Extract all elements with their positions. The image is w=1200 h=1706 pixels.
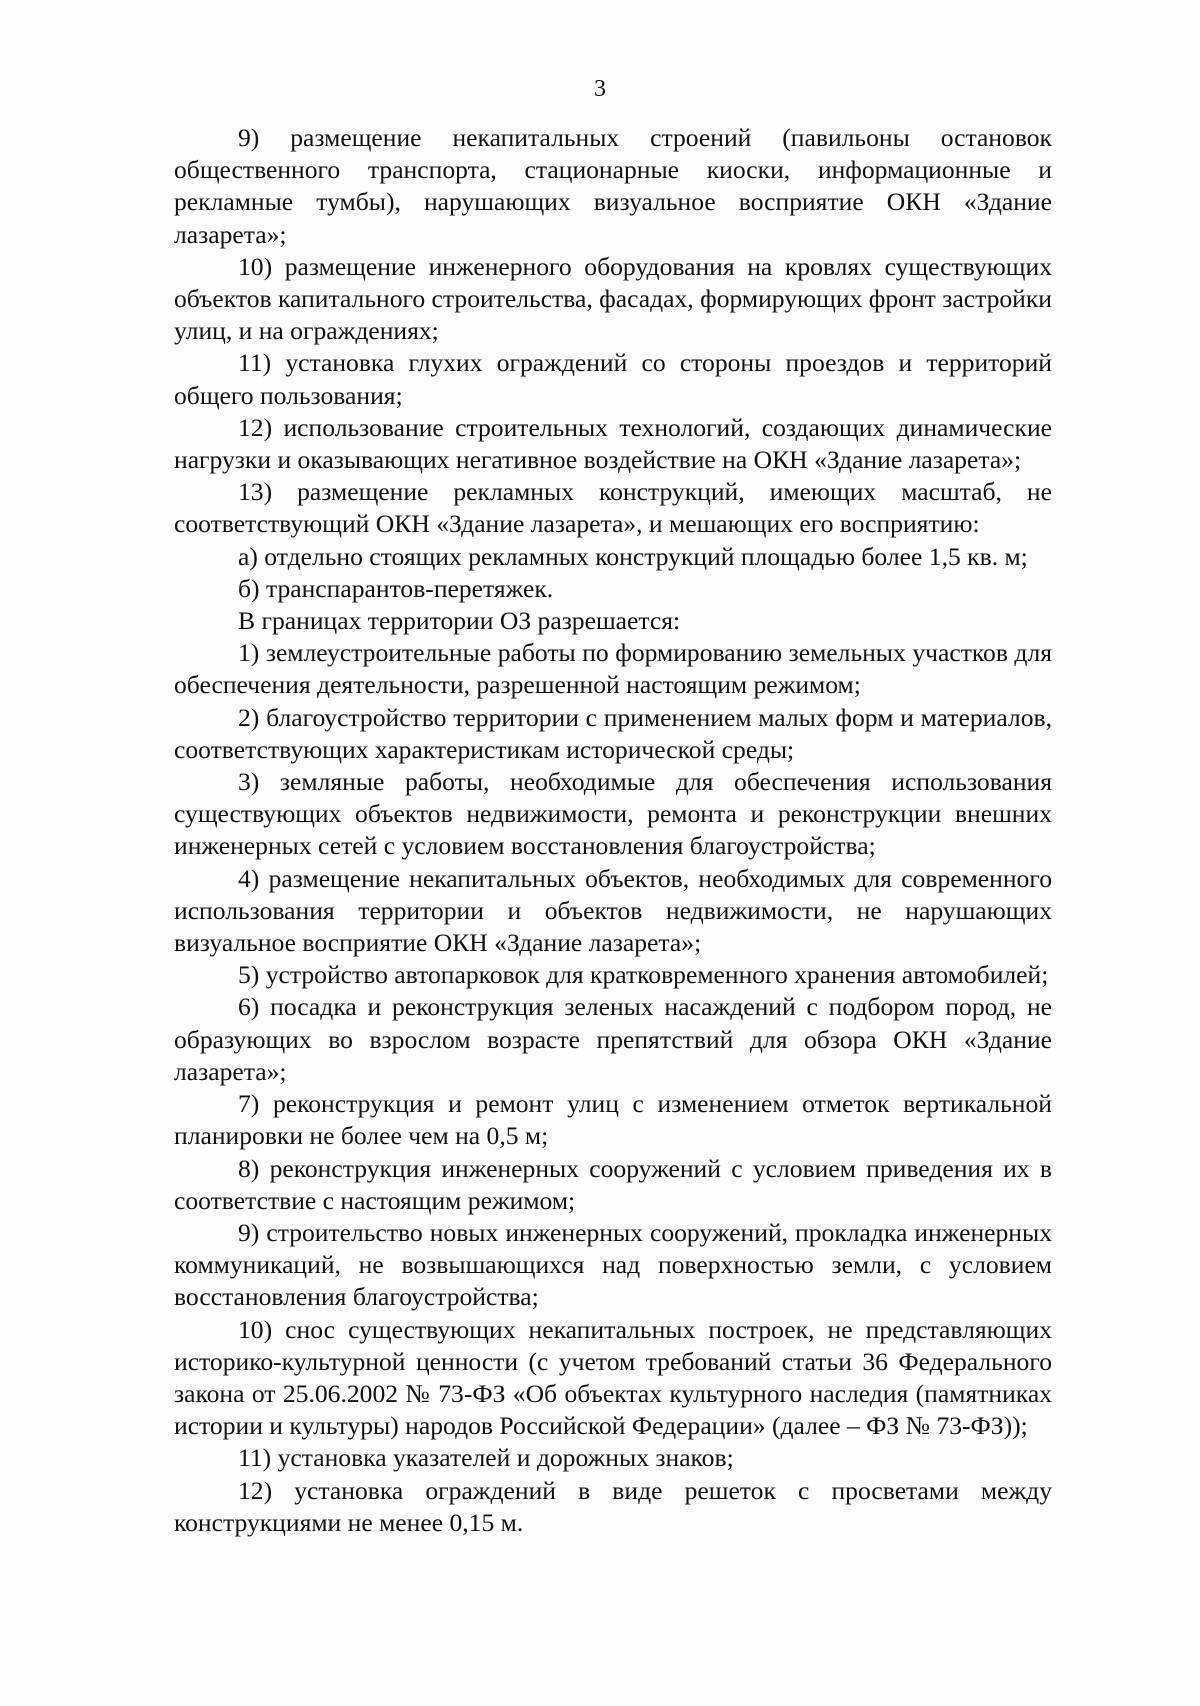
paragraph-item-4-permitted: 4) размещение некапитальных объектов, необходимых для современного использования территории и объектов недвижимости, не нарушающих визуальное восприятие ОКН «Здание лазарета»; [174,863,1052,958]
page-number: 3 [594,76,606,102]
paragraph-item-7-permitted: 7) реконструкция и ремонт улиц с изменением отметок вертикальной планировки не более чем на 0,5 м; [174,1089,1052,1151]
paragraph-subitem-a: а) отдельно стоящих рекламных конструкций площадью более 1,5 кв. м; [238,541,1028,571]
paragraph-item-11-permitted: 11) установка указателей и дорожных знаков; [238,1443,734,1473]
paragraph-item-2-permitted: 2) благоустройство территории с применением малых форм и материалов, соответствующих характеристикам исторической среды; [174,702,1052,764]
paragraph-item-11-prohibited: 11) установка глухих ограждений со стороны проездов и территорий общего пользования; [174,348,1052,410]
paragraph-item-5-permitted: 5) устройство автопарковок для кратковременного хранения автомобилей; [238,960,1049,990]
paragraph-item-13-prohibited: 13) размещение рекламных конструкций, имеющих масштаб, не соответствующий ОКН «Здание лазарета», и мешающих его восприятию: [174,477,1052,539]
paragraph-item-9-permitted: 9) строительство новых инженерных сооружений, прокладка инженерных коммуникаций, не возвышающихся над поверхностью земли, с условием восстановления благоустройства; [174,1217,1052,1312]
paragraph-subitem-b: б) транспарантов-перетяжек. [238,573,554,603]
paragraph-item-10-permitted: 10) снос существующих некапитальных построек, не представляющих историко-культурной ценности (с учетом требований статьи 36 Федерального закона от 25.06.2002 № 73-ФЗ «Об объектах культурного наследия (памятниках истории и культуры) народов Российской Федерации» (далее – ФЗ № 73-ФЗ)); [174,1314,1052,1441]
paragraph-item-3-permitted: 3) земляные работы, необходимые для обеспечения использования существующих объектов недвижимости, ремонта и реконструкции внешних инженерных сетей с условием восстановления благоустройства; [174,767,1052,861]
paragraph-item-8-permitted: 8) реконструкция инженерных сооружений с условием приведения их в соответствие с настоящим режимом; [174,1153,1052,1215]
paragraph-item-1-permitted: 1) землеустроительные работы по формированию земельных участков для обеспечения деятельности, разрешенной настоящим режимом; [174,638,1052,700]
section-heading-permitted: В границах территории ОЗ разрешается: [238,606,681,636]
document-body [174,122,1052,1539]
paragraph-item-10-prohibited: 10) размещение инженерного оборудования на кровлях существующих объектов капитального строительства, фасадах, формирующих фронт застройки улиц, и на ограждениях; [174,251,1052,346]
paragraph-item-9-prohibited: 9) размещение некапитальных строений (павильоны остановок общественного транспорта, стационарные киоски, информационные и рекламные тумбы), нарушающих визуальное восприятие ОКН «Здание лазарета»; [174,123,1052,249]
paragraph-item-6-permitted: 6) посадка и реконструкция зеленых насаждений с подбором пород, не образующих во взрослом возрасте препятствий для обзора ОКН «Здание лазарета»; [174,992,1052,1086]
paragraph-item-12-permitted: 12) установка ограждений в виде решеток с просветами между конструкциями не менее 0,15 м. [174,1475,1052,1537]
paragraph-item-12-prohibited: 12) использование строительных технологий, создающих динамические нагрузки и оказывающих негативное воздействие на ОКН «Здание лазарета»; [174,412,1052,475]
